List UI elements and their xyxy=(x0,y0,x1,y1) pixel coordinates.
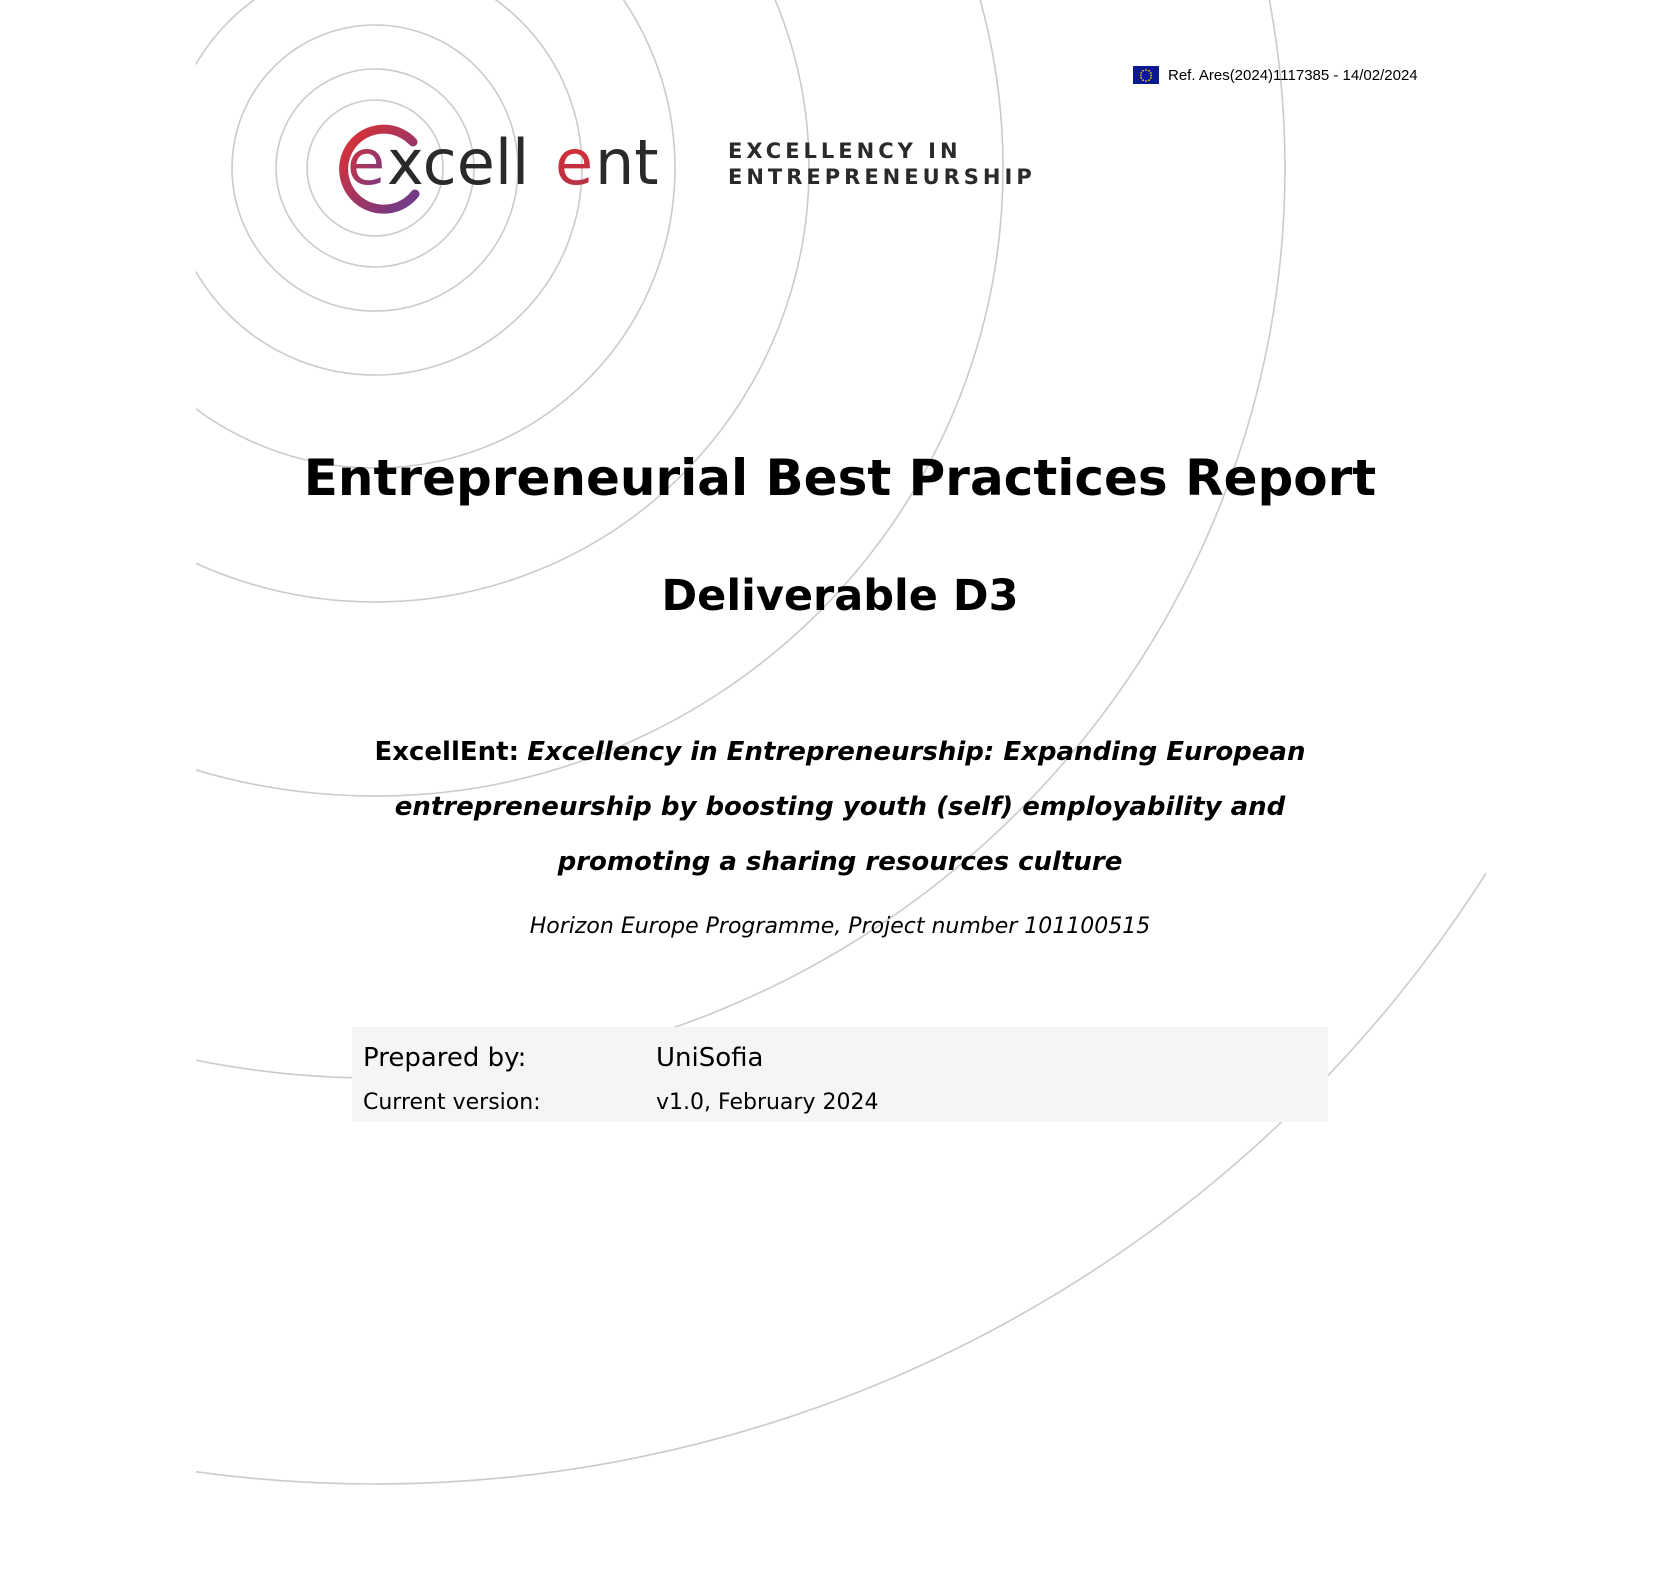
document-info-table xyxy=(352,1027,1328,1122)
excellent-wordmark xyxy=(333,120,713,220)
programme-line: Horizon Europe Programme, Project number 101100515 xyxy=(529,914,1151,939)
eu-flag-icon xyxy=(1133,66,1159,84)
project-full-title: Excellency in Entrepreneurship: Expanding European entrepreneurship by boosting youth (self) employability and promoting a sharing resources culture xyxy=(394,737,1306,877)
deliverable-label: Deliverable D3 xyxy=(661,571,1019,621)
prepared-by-value: UniSofia xyxy=(656,1043,764,1073)
logo-tagline-line1: EXCELLENCY IN xyxy=(728,139,962,163)
report-title: Entrepreneurial Best Practices Report xyxy=(303,449,1377,507)
prepared-by-label: Prepared by: xyxy=(363,1043,527,1073)
project-acronym: ExcellEnt: xyxy=(374,737,519,767)
version-value: v1.0, February 2024 xyxy=(656,1090,879,1115)
project-title xyxy=(360,725,1320,890)
reference-stamp xyxy=(1133,64,1418,86)
reference-text: Ref. Ares(2024)1117385 - 14/02/2024 xyxy=(1168,66,1418,84)
logo-tagline-line2: ENTREPRENEURSHIP xyxy=(728,165,1036,189)
version-row xyxy=(363,1089,878,1117)
prepared-by-row xyxy=(363,1041,763,1075)
version-label: Current version: xyxy=(363,1090,541,1115)
excellent-logo xyxy=(333,120,1036,220)
svg-text:e: e xyxy=(555,126,594,199)
logo-tagline xyxy=(728,138,1036,190)
svg-text:nt: nt xyxy=(595,126,659,199)
svg-text:xcell: xcell xyxy=(387,126,530,199)
ring xyxy=(0,0,809,602)
ring xyxy=(75,0,675,468)
svg-text:e: e xyxy=(347,126,386,199)
